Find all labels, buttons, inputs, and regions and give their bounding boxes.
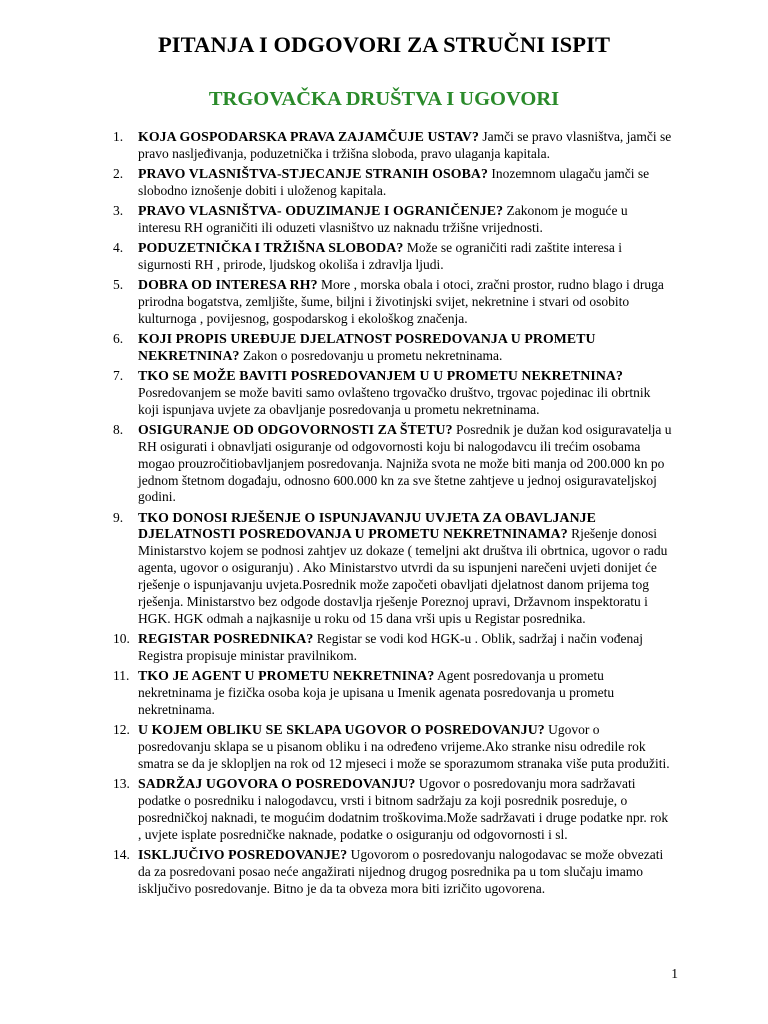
answer-text: Inozemnom ulagaču jamči se slobodno iznošenje dobiti i uloženog kapitala. <box>138 166 650 198</box>
answer-text: Jamči se pravo vlasništva, jamči se pravo nasljeđivanja, poduzetnička i tržišna sloboda, pravo ulaganja kapitala. <box>138 129 672 161</box>
answer-text: Zakon o posredovanju u prometu nekretninama. <box>239 347 503 363</box>
question-item <box>0 203 673 237</box>
item-number: 1. <box>113 129 124 144</box>
question-text: TKO SE MOŽE BAVITI POSREDOVANJEM U U PROMETU NEKRETNINA? <box>138 367 623 383</box>
item-number: 6. <box>113 330 124 346</box>
page-number: 1 <box>671 966 678 981</box>
answer-text: Agent posredovanja u prometu nekretninama je fizička osoba koja je upisana u Imenik agenata posredovanja u prometu nekretninama. <box>138 668 615 717</box>
answer-text: Zakonom je moguće u interesu RH ograničiti ili oduzeti vlasništvo uz naknadu tržišne vrijednosti. <box>138 203 628 235</box>
answer-text: Posredovanjem se može baviti samo ovlašteno trgovačko društvo, trgovac pojedinac ili obrtnik koji ispunjava uvjete za obavljanje posredovanja u prometu nekretninama. <box>138 384 651 417</box>
document-title: PITANJA I ODGOVORI ZA STRUČNI ISPIT <box>157 32 611 57</box>
question-text: TKO DONOSI RJEŠENJE O ISPUNJAVANJU UVJETA ZA OBAVLJANJE DJELATNOSTI POSREDOVANJA U PROMETU NEKRETNINAMA? <box>138 509 596 542</box>
answer-text: Posrednik je dužan kod osiguravatelja u RH osigurati i obnavljati osiguranje od odgovornosti koju bi nalogodavcu ili trećim osobama mogao prouzročitiobavljanjem posredovanja. Najniža svota ne može biti manja od 200.000 kn po jednom štetnom događaju, odnosno 600.000 kn za sve štetne zahtjeve u jednoj osiguravateljskoj godini. <box>138 421 672 505</box>
question-item <box>0 510 673 628</box>
answer-text: Ugovor o posredovanju sklapa se u pisanom obliku i na određeno vrijeme.Ako stranke nisu odredile rok smatra se da je sklopljen na rok od 12 mjeseci i može se sporazumom stranaka više puta produžiti. <box>138 721 670 771</box>
question-text: DOBRA OD INTERESA RH? <box>138 277 318 292</box>
question-item <box>0 240 673 274</box>
question-item <box>0 776 673 844</box>
item-number: 5. <box>113 277 124 292</box>
answer-text: More , morska obala i otoci, zračni prostor, rudno blago i druga prirodna bogatstva, zemljište, šume, biljni i životinjski svijet, nekretnine i stvari od osobito kulturnoga , povijesnog, gospodarskog i ekološkog značenja. <box>138 277 664 326</box>
question-item <box>0 722 673 773</box>
question-item <box>0 129 673 163</box>
item-number: 10. <box>113 631 130 647</box>
question-item <box>0 631 673 665</box>
question-text: U KOJEM OBLIKU SE SKLAPA UGOVOR O POSREDOVANJU? <box>138 721 545 737</box>
question-text: KOJA GOSPODARSKA PRAVA ZAJAMČUJE USTAV? <box>138 129 479 144</box>
answer-text: Ugovor o posredovanju mora sadržavati podatke o posredniku i nalogodavcu, vrsti i bitnom sadržaju za koji posrednik posreduje, o posredničkoj naknadi, te mogućim dodatnim troškovima.Može sadržavati i druge podatke npr. rok , uvjete isplate posredničke naknade, podatke o osiguranju od odgovornosti i sl. <box>138 775 669 842</box>
answer-text: Rješenje donosi Ministarstvo kojem se podnosi zahtjev uz dokaze ( temeljni akt društva ili obrtnica, ugovor o radu agenta, ugovor o osiguranju) . Ako Ministarstvo utvrdi da su ispunjeni narečeni uvjeti donijet će rješenje o ispunjavanju uvjeta.Posrednik može započeti obavljati djelatnost danom prijema tog rješenja. Ministarstvo bez odgode dostavlja rješenje Poreznoj upravi, Državnom inspektoratu i HGK. HGK odmah a najkasnije u roku od 15 dana vrši upis u Registar posrednika. <box>138 526 668 626</box>
question-item <box>0 277 673 328</box>
question-text: REGISTAR POSREDNIKA? <box>138 631 314 647</box>
item-number: 13. <box>113 775 130 791</box>
question-text: SADRŽAJ UGOVORA O POSREDOVANJU? <box>138 775 416 791</box>
question-item <box>0 166 673 200</box>
question-text: TKO JE AGENT U PROMETU NEKRETNINA? <box>138 668 435 684</box>
question-text: ISKLJUČIVO POSREDOVANJE? <box>138 846 348 862</box>
item-number: 2. <box>113 166 124 181</box>
document-subtitle: TRGOVAČKA DRUŠTVA I UGOVORI <box>208 88 560 110</box>
question-item <box>0 331 673 365</box>
item-number: 12. <box>113 721 130 737</box>
item-number: 8. <box>113 421 124 437</box>
item-number: 4. <box>113 240 124 255</box>
item-number: 9. <box>113 509 124 525</box>
answer-text: Registar se vodi kod HGK-u . Oblik, sadržaj i način vođenaj Registra propisuje ministar pravilnikom. <box>138 631 643 663</box>
item-number: 7. <box>113 367 124 383</box>
question-text: KOJI PROPIS UREĐUJE DJELATNOST POSREDOVANJA U PROMETU NEKRETNINA? <box>138 330 596 363</box>
question-item <box>0 422 673 507</box>
question-item <box>0 847 673 898</box>
question-item <box>0 668 673 719</box>
question-list <box>0 129 768 901</box>
answer-text: Može se ograničiti radi zaštite interesa i sigurnosti RH , prirode, ljudskog okoliša i zdravlja ljudi. <box>138 240 622 272</box>
question-text: PODUZETNIČKA I TRŽIŠNA SLOBODA? <box>138 240 404 255</box>
question-text: PRAVO VLASNIŠTVA-STJECANJE STRANIH OSOBA? <box>138 166 488 181</box>
question-text: PRAVO VLASNIŠTVA- ODUZIMANJE I OGRANIČENJE? <box>138 203 504 218</box>
item-number: 3. <box>113 203 124 218</box>
question-text: OSIGURANJE OD ODGOVORNOSTI ZA ŠTETU? <box>138 421 453 437</box>
answer-text: Ugovorom o posredovanju nalogodavac se može obvezati da za posredovani posao neće angažirati nijednog drugog posrednika pa u tom slučaju imamo isključivo posredovanje. Bitno je da ta obveza mora biti izričito ugovorena. <box>138 846 664 896</box>
question-item <box>0 368 673 419</box>
item-number: 11. <box>113 668 130 684</box>
item-number: 14. <box>113 846 130 862</box>
